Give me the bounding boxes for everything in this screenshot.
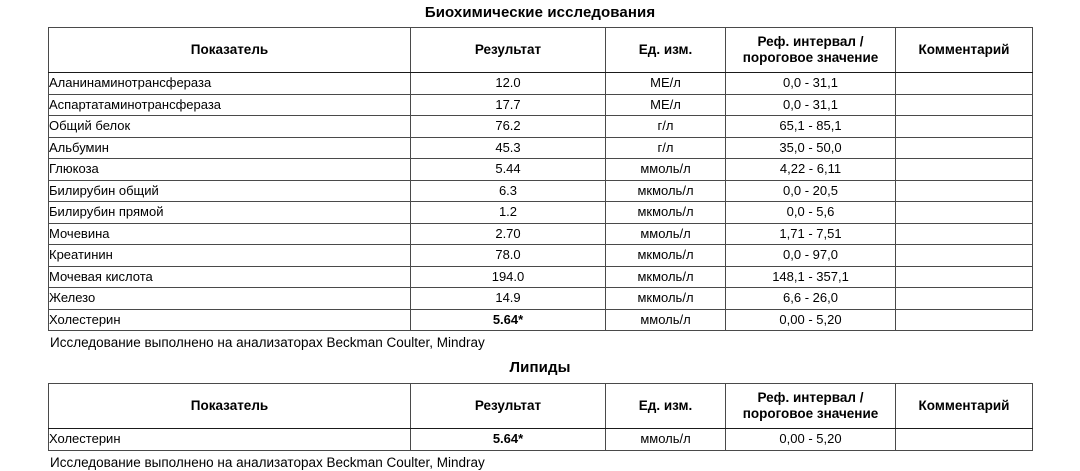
table-row bbox=[49, 180, 1033, 202]
column-header-reference bbox=[726, 28, 896, 73]
analyte-name: Железо bbox=[49, 288, 411, 310]
analyte-units: МЕ/л bbox=[606, 94, 726, 116]
analyte-comment bbox=[896, 94, 1033, 116]
analyte-reference-interval: 35,0 - 50,0 bbox=[726, 137, 896, 159]
analyte-units: мкмоль/л bbox=[606, 266, 726, 288]
analyte-units: мкмоль/л bbox=[606, 245, 726, 267]
analyte-result: 5.64* bbox=[411, 429, 606, 451]
analyte-result: 5.64* bbox=[411, 309, 606, 331]
analyte-name: Общий белок bbox=[49, 116, 411, 138]
analyte-result: 2.70 bbox=[411, 223, 606, 245]
analyte-name: Креатинин bbox=[49, 245, 411, 267]
column-header-indicator: Показатель bbox=[49, 28, 411, 73]
table-row bbox=[49, 223, 1033, 245]
analyte-reference-interval: 1,71 - 7,51 bbox=[726, 223, 896, 245]
analyte-reference-interval: 4,22 - 6,11 bbox=[726, 159, 896, 181]
analyte-name: Глюкоза bbox=[49, 159, 411, 181]
table-row bbox=[49, 309, 1033, 331]
column-header-units: Ед. изм. bbox=[606, 28, 726, 73]
analyte-result: 194.0 bbox=[411, 266, 606, 288]
analyzer-footnote-biochemistry: Исследование выполнено на анализаторах Beckman Coulter, Mindray bbox=[50, 335, 485, 350]
analyte-result: 17.7 bbox=[411, 94, 606, 116]
analyte-name: Мочевина bbox=[49, 223, 411, 245]
analyte-units: мкмоль/л bbox=[606, 202, 726, 224]
analyte-name: Холестерин bbox=[49, 429, 411, 451]
table-row bbox=[49, 429, 1033, 451]
analyte-reference-interval: 65,1 - 85,1 bbox=[726, 116, 896, 138]
column-header-comment: Комментарий bbox=[896, 28, 1033, 73]
analyte-units: ммоль/л bbox=[606, 429, 726, 451]
column-header-comment: Комментарий bbox=[896, 384, 1033, 429]
analyte-reference-interval: 0,0 - 31,1 bbox=[726, 94, 896, 116]
analyte-units: мкмоль/л bbox=[606, 288, 726, 310]
column-header-reference bbox=[726, 384, 896, 429]
section-title-biochemistry: Биохимические исследования bbox=[424, 4, 656, 21]
analyte-result: 14.9 bbox=[411, 288, 606, 310]
analyte-name: Альбумин bbox=[49, 137, 411, 159]
analyte-units: ммоль/л bbox=[606, 309, 726, 331]
analyte-result: 5.44 bbox=[411, 159, 606, 181]
table-row bbox=[49, 159, 1033, 181]
analyte-result: 76.2 bbox=[411, 116, 606, 138]
analyte-name: Билирубин прямой bbox=[49, 202, 411, 224]
analyte-name: Аланинаминотрансфераза bbox=[49, 73, 411, 95]
column-header-reference-line2: пороговое значение bbox=[742, 50, 879, 65]
analyte-units: г/л bbox=[606, 137, 726, 159]
analyte-reference-interval: 0,0 - 5,6 bbox=[726, 202, 896, 224]
column-header-units: Ед. изм. bbox=[606, 384, 726, 429]
analyte-comment bbox=[896, 266, 1033, 288]
analyte-reference-interval: 148,1 - 357,1 bbox=[726, 266, 896, 288]
biochemistry-results-table bbox=[48, 27, 1033, 331]
analyte-reference-interval: 0,0 - 31,1 bbox=[726, 73, 896, 95]
table-header-row bbox=[49, 28, 1033, 73]
table-row bbox=[49, 137, 1033, 159]
analyte-comment bbox=[896, 202, 1033, 224]
biochemistry-table-body bbox=[49, 73, 1033, 331]
analyte-result: 1.2 bbox=[411, 202, 606, 224]
analyte-reference-interval: 0,0 - 20,5 bbox=[726, 180, 896, 202]
analyte-result: 45.3 bbox=[411, 137, 606, 159]
table-row bbox=[49, 116, 1033, 138]
table-header-row bbox=[49, 384, 1033, 429]
analyte-units: МЕ/л bbox=[606, 73, 726, 95]
table-row bbox=[49, 266, 1033, 288]
analyte-units: мкмоль/л bbox=[606, 180, 726, 202]
lipids-results-table bbox=[48, 383, 1033, 451]
analyte-result: 6.3 bbox=[411, 180, 606, 202]
analyte-comment bbox=[896, 309, 1033, 331]
section-title-lipids: Липиды bbox=[509, 359, 571, 377]
column-header-indicator: Показатель bbox=[49, 384, 411, 429]
analyte-comment bbox=[896, 180, 1033, 202]
column-header-result: Результат bbox=[411, 384, 606, 429]
analyte-comment bbox=[896, 116, 1033, 138]
table-row bbox=[49, 202, 1033, 224]
analyte-comment bbox=[896, 73, 1033, 95]
table-row bbox=[49, 288, 1033, 310]
analyte-comment bbox=[896, 137, 1033, 159]
analyte-comment bbox=[896, 223, 1033, 245]
analyte-comment bbox=[896, 159, 1033, 181]
analyte-result: 78.0 bbox=[411, 245, 606, 267]
analyte-reference-interval: 0,0 - 97,0 bbox=[726, 245, 896, 267]
analyte-comment bbox=[896, 288, 1033, 310]
analyte-name: Билирубин общий bbox=[49, 180, 411, 202]
column-header-reference-line1: Реф. интервал / bbox=[757, 390, 864, 406]
analyzer-footnote-lipids: Исследование выполнено на анализаторах Beckman Coulter, Mindray bbox=[50, 454, 485, 470]
column-header-reference-line2: пороговое значение bbox=[742, 406, 879, 422]
table-row bbox=[49, 94, 1033, 116]
analyte-comment bbox=[896, 429, 1033, 451]
analyte-result: 12.0 bbox=[411, 73, 606, 95]
analyte-name: Аспартатаминотрансфераза bbox=[49, 94, 411, 116]
analyte-reference-interval: 6,6 - 26,0 bbox=[726, 288, 896, 310]
analyte-units: ммоль/л bbox=[606, 223, 726, 245]
column-header-reference-line1: Реф. интервал / bbox=[757, 34, 864, 50]
analyte-units: г/л bbox=[606, 116, 726, 138]
lipids-table-body bbox=[49, 429, 1033, 451]
analyte-reference-interval: 0,00 - 5,20 bbox=[726, 309, 896, 331]
analyte-units: ммоль/л bbox=[606, 159, 726, 181]
analyte-name: Холестерин bbox=[49, 309, 411, 331]
table-row bbox=[49, 73, 1033, 95]
table-row bbox=[49, 245, 1033, 267]
analyte-name: Мочевая кислота bbox=[49, 266, 411, 288]
analyte-comment bbox=[896, 245, 1033, 267]
column-header-result: Результат bbox=[411, 28, 606, 73]
analyte-reference-interval: 0,00 - 5,20 bbox=[726, 429, 896, 451]
